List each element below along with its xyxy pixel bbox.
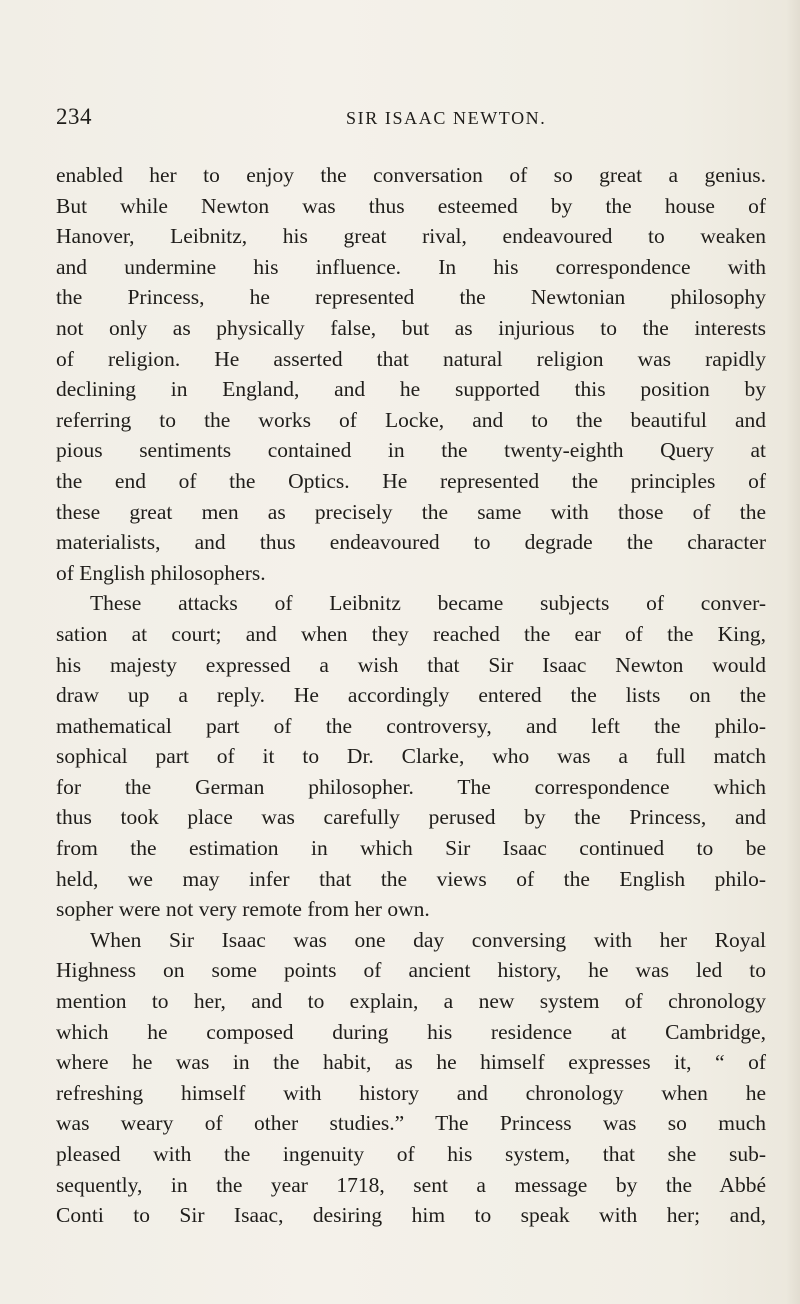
text-line: referring to the works of Locke, and to the beautiful and	[56, 407, 766, 432]
text-line: refreshing himself with history and chronology when he	[56, 1080, 766, 1105]
text-line: not only as physically false, but as injurious to the interests	[56, 315, 766, 340]
text-line: pious sentiments contained in the twenty-eighth Query at	[56, 438, 766, 463]
text-line: which he composed during his residence at Cambridge,	[56, 1019, 766, 1044]
text-line: thus took place was carefully perused by the Princess, and	[56, 805, 766, 830]
running-title: SIR ISAAC NEWTON.	[346, 108, 547, 128]
text-line: draw up a reply. He accordingly entered the lists on the	[56, 683, 766, 708]
text-line: mention to her, and to explain, a new system of chronology	[56, 989, 766, 1014]
text-line: the end of the Optics. He represented the principles of	[56, 468, 766, 493]
text-line: his majesty expressed a wish that Sir Isaac Newton would	[56, 652, 766, 677]
text-line: materialists, and thus endeavoured to degrade the character	[56, 530, 766, 555]
text-line: declining in England, and he supported this position by	[56, 377, 766, 402]
text-line: enabled her to enjoy the conversation of so great a genius.	[56, 163, 766, 187]
text-line: was weary of other studies.” The Princess was so much	[56, 1111, 766, 1136]
text-line: where he was in the habit, as he himself expresses it, “ of	[56, 1050, 766, 1075]
body-text	[56, 160, 766, 1231]
text-line: the Princess, he represented the Newtonian philosophy	[56, 285, 766, 310]
text-line: and undermine his influence. In his correspondence with	[56, 254, 766, 279]
text-line: Conti to Sir Isaac, desiring him to speak with her; and,	[56, 1203, 766, 1228]
text-line: held, we may infer that the views of the English philo-	[56, 866, 766, 891]
text-line: sophical part of it to Dr. Clarke, who was a full match	[56, 744, 766, 769]
text-line: Hanover, Leibnitz, his great rival, endeavoured to weaken	[56, 224, 766, 249]
text-line: of religion. He asserted that natural religion was rapidly	[56, 346, 766, 371]
running-head	[56, 104, 756, 134]
text-line: mathematical part of the controversy, and left the philo-	[56, 713, 766, 738]
text-line: These attacks of Leibnitz became subjects of conver-	[90, 591, 766, 616]
text-line: sopher were not very remote from her own.	[56, 897, 430, 922]
text-line: from the estimation in which Sir Isaac continued to be	[56, 836, 766, 861]
text-line: of English philosophers.	[56, 560, 266, 585]
text-line: pleased with the ingenuity of his system, that she sub-	[56, 1142, 766, 1166]
text-line: When Sir Isaac was one day conversing with her Royal	[90, 927, 766, 952]
text-line: sation at court; and when they reached the ear of the King,	[56, 621, 766, 646]
text-line: Highness on some points of ancient history, he was led to	[56, 958, 766, 983]
page-number: 234	[56, 104, 92, 129]
text-line: But while Newton was thus esteemed by the house of	[56, 193, 766, 218]
text-line: these great men as precisely the same with those of the	[56, 499, 766, 524]
page-edge-shadow	[786, 0, 800, 1304]
text-line: for the German philosopher. The correspondence which	[56, 774, 766, 799]
text-line: sequently, in the year 1718, sent a message by the Abbé	[56, 1172, 766, 1197]
